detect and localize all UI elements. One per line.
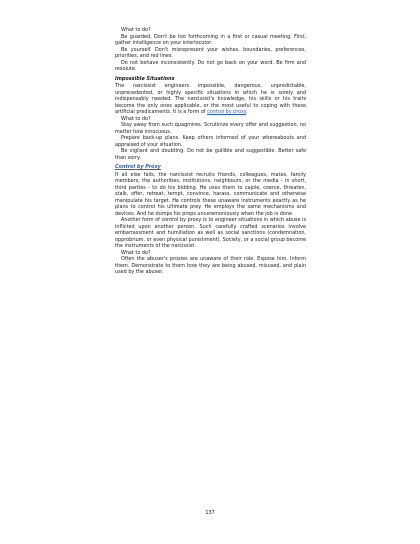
paragraph: Be vigilant and doubting. Do not be gullible and suggestible. Better safe than sorry. xyxy=(115,148,306,161)
paragraph-text: . xyxy=(246,109,248,115)
paragraph: If all else fails, the narcissist recruits friends, colleagues, mates, family members, the authorities, institutions, neighbours, or the media - in short, third parties - to do his bidding. He uses them to cajole, coerce, threaten, stalk, offer, retreat, tempt, convince, harass, communicate and otherwise manipulate his target. He controls these unaware instruments exactly as he plans to control his ultimate prey. He employs the same mechanisms and devices. And he dumps his props unceremoniously when the job is done. xyxy=(115,171,306,217)
control-by-proxy-link[interactable]: control by proxy xyxy=(207,109,247,115)
paragraph: What to do? xyxy=(121,115,151,122)
paragraph-text: The narcissist engineers impossible, dangerous, unpredictable, unprecedented, or highly specific situations in which he is sorely and indispensably needed. The narcissist's knowledge, his skills or his traits become the only ones applicable, or the most useful to coping with these artificial predicaments. It is a form of xyxy=(115,83,306,115)
paragraph: Do not behave inconsistently. Do not go back on your word. Be firm and resolute. xyxy=(115,59,306,72)
section-heading-control-by-proxy[interactable]: Control by Proxy xyxy=(115,164,161,170)
paragraph: Stay away from such quagmires. Scrutinize every offer and suggestion, no matter how innocuous. xyxy=(115,122,306,135)
paragraph: Often the abuser's proxies are unaware of their role. Expose him. Inform them. Demonstrate to them how they are being abused, misused, and plain used by the abuser. xyxy=(115,256,306,275)
paragraph: Another form of control by proxy is to engineer situations in which abuse is inflicted upon another person. Such carefully crafted scenarios involve embarrassment and humiliation as well as social sanctions (condemnation, opprobrium, or even physical punishment). Society, or a social group become the instruments of the narcissist. xyxy=(115,217,306,249)
paragraph: Be guarded. Don't be too forthcoming in a first or casual meeting. First, gather intelligence on your interlocutor. xyxy=(115,33,306,46)
page-content xyxy=(115,27,306,276)
paragraph: Prepare back-up plans. Keep others informed of your whereabouts and appraised of your situation. xyxy=(115,135,306,148)
paragraph xyxy=(115,83,306,116)
section-heading-impossible-situations: Impossible Situations xyxy=(115,75,175,82)
paragraph: Be yourself. Don't misrepresent your wishes, boundaries, preferences, priorities, and red lines. xyxy=(115,46,306,59)
paragraph: What to do? xyxy=(121,249,151,256)
page-number: 137 xyxy=(205,510,215,516)
paragraph: What to do? xyxy=(121,27,151,33)
